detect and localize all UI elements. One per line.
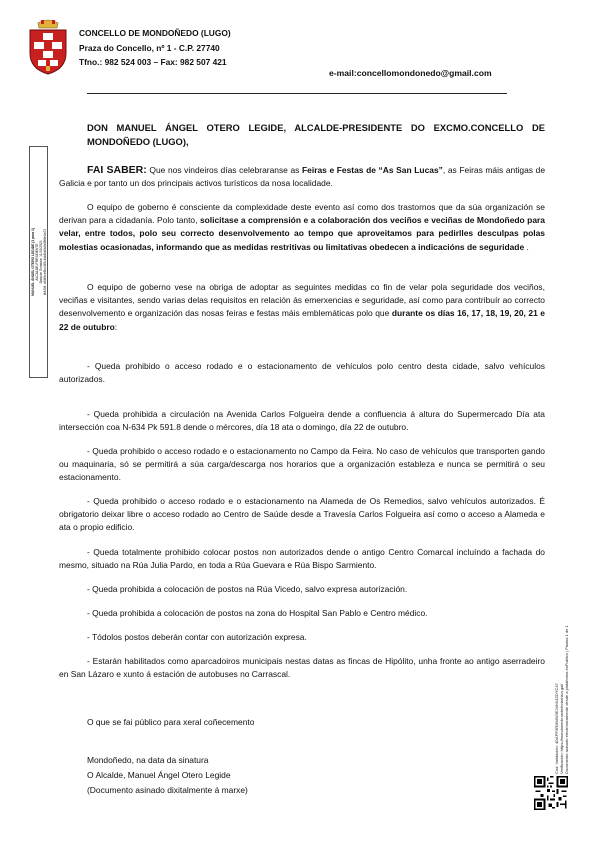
p3-text-1: O equipo de goberno vese na obriga de adoptar as seguintes medidas co fin de velar pola seguridade dos veciños, veciñas e visitantes, sendo varias delas requisitos en relación ás emerxencias e seguridade, así como para contribuír ao correcto desenvolvemento e organización das nosas feiras e festas máis emblemáticas polo que [59, 282, 545, 319]
header-email: e-mail:concellomondonedo@gmail.com [329, 68, 492, 78]
verification-platform: Documento asinado electrónicamente desde a plataforma esPublico | Páxina 1 de 1 [564, 625, 570, 774]
signature-place-date: Mondoñedo, na data da sinatura [87, 755, 209, 765]
measure-item [59, 631, 545, 644]
verification-code: Cód. Validación: 4DAPP3RMMW3EJ4HX4ZDYC47 [554, 683, 560, 774]
p1-bold-1: Feiras e Festas de “As San Lucas” [302, 165, 443, 175]
p1-text-1: Que nos vindeiros días celebraranse as [146, 165, 302, 175]
qr-code-icon [534, 776, 568, 810]
p2-bold-1: solicitase a comprensión e a colaboración dos veciños e veciñas de Mondoñedo para velar, entre todos, polo seu correcto desenvolvemento ao tempo que aproveitamos para pedirlles desculpas polas molestias ocasionadas, informando que as medidas restritivas ou limitativas obedecen a indicacións de seguridade [59, 215, 545, 252]
header-address: Praza do Concello, nº 1 - C.P. 27740 [79, 43, 220, 53]
p2-text-2: . [524, 241, 529, 252]
measure-item-text: - Queda totalmente prohibido colocar postos non autorizados dende o antigo Centro Comarcal incluíndo a fachada do mesmo, situado na Rúa Julia Pardo, en toda a Rúa Guevara e Rúa Bispo Sarmiento. [59, 547, 545, 571]
measure-item-text: - Queda prohibida a colocación de postos na Rúa Vicedo, salvo expresa autorización. [87, 584, 408, 594]
measure-item [59, 583, 545, 596]
p1-text-2: , as Feiras máis antigas de Galicia e por tanto un dos principais activos turísticos da nosa localidade. [59, 165, 546, 189]
measure-item-text: - Queda prohibido o acceso rodado e o estacionamento no Campo da Feira. No caso de vehículos que transporten gando ou maquinaria, só se permitirá a súa carga/descarga nos horarios que a organización estableza e nunca se permitirá o seu estacionamento. [59, 446, 545, 483]
fai-saber-lead: FAI SABER: [87, 164, 147, 176]
signature-note: (Documento asinado dixitalmente á marxe) [87, 785, 248, 795]
measure-item-text: - Estarán habilitados como aparcadoiros municipais nestas datas as fincas de Hipólito, unha fronte ao antigo aserradeiro en San Lázaro e xunto á estación de autobuses no Carrascal. [59, 656, 545, 680]
measure-item [59, 408, 545, 434]
stamp-date: Data de Sinatura: 11/10/2023 [38, 240, 43, 284]
stamp-hash: HASH: d54f9cef5cc9f3c6dd0a6b8e5f6fe4a73 [42, 228, 47, 296]
measure-item [59, 655, 545, 681]
measure-item-text: - Tódolos postos deberán contar con autorización expresa. [87, 632, 307, 642]
p3-text-2: : [114, 321, 118, 332]
verification-strip [546, 604, 578, 774]
signature-stamp-box [29, 146, 48, 378]
measure-item [59, 360, 545, 386]
header-org-name: CONCELLO DE MONDOÑEDO (LUGO) [79, 28, 231, 38]
closing-statement: O que se fai público para xeral coñecemento [87, 717, 255, 727]
stamp-role: ALCALDE-PRESIDENTE [34, 243, 39, 281]
municipal-crest-logo [24, 19, 72, 75]
measure-item-text: - Queda prohibido o acceso rodado e o estacionamento de vehículos polo centro desta cidade, salvo vehículos autorizados. [59, 361, 545, 385]
signature-signer: O Alcalde, Manuel Ángel Otero Legide [87, 770, 231, 780]
document-title: DON MANUEL ÁNGEL OTERO LEGIDE, ALCALDE-PRESIDENTE DO EXCMO.CONCELLO DE MONDOÑEDO (LUGO), [87, 122, 545, 147]
measure-item [59, 546, 545, 572]
p3-bold-1: durante os días 16, 17, 18, 19, 20, 21 e 22 de outubro [59, 308, 545, 332]
header-divider [87, 93, 507, 94]
measure-item [59, 445, 545, 485]
measure-item-text: - Queda prohibida a circulación na Avenida Carlos Folgueira dende a confluencia á altura do Supermercado Día ata intersección coa N-634 Pk 591.8 dende o mércores, día 18 ata o domingo, día 22 de outubro. [59, 409, 545, 433]
paragraph-collaboration [59, 201, 545, 254]
measure-item-text: - Queda prohibida a colocación de postos na zona do Hospital San Pablo e Centro médico. [87, 608, 428, 618]
header-phones: Tfno.: 982 524 003 – Fax: 982 507 421 [79, 57, 227, 67]
paragraph-fai-saber [59, 164, 545, 190]
p2-text-1: O equipo de goberno é consciente da complexidade deste evento así como dos trastornos que da súa organización se derivan para a cidadanía. Polo tanto, [59, 202, 545, 226]
verification-url[interactable]: Verificación: https://mondonedo.sedelectronica.gal/ [559, 683, 565, 774]
measure-item [59, 495, 545, 535]
stamp-signer: MANUEL ÁNGEL OTERO LEGIDE (1 para 1) [30, 228, 35, 296]
paragraph-measures [59, 281, 545, 334]
measure-item-text: - Queda prohibido o acceso rodado e o estacionamento na Alameda de Os Remedios, salvo vehículos autorizados. É obrigatorio deixar libre o acceso rodado ao Centro de Saúde desde a Travesía Carlos Folgueira así como o acceso a Alameda e ata o propio edificio. [59, 496, 545, 533]
measure-item [59, 607, 545, 620]
